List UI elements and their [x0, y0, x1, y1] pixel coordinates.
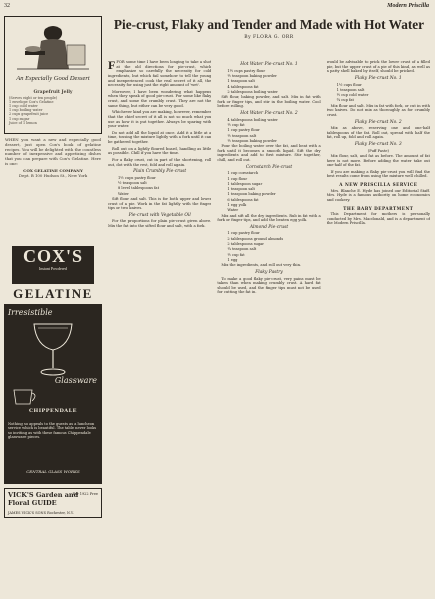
magazine-title: Modern Priscilla: [387, 3, 429, 9]
ingredient: 8 level tablespoons fat: [118, 186, 160, 191]
cox-logo-sub: Instant Powdered: [39, 266, 67, 271]
ingredient: 1½ cups flour: [336, 82, 362, 87]
recipe-heading: Almond Pie-crust: [249, 224, 289, 230]
article-paragraph: Sift flour and salt. This is for both upper and lower crust of a pie. Work in the fat lightly with the finger tips or two knives.: [108, 196, 212, 211]
article-paragraph: Moreover, I have been wondering what happens when they speak of good pie-crust. For some like flaky crust, and some the crumbly crust. They are not the same thing, but either can be very good.: [108, 89, 212, 108]
ingredient: ½ teaspoon salt: [118, 181, 147, 186]
article-paragraph: Mix the ingredients, and roll out very thin.: [221, 263, 302, 268]
ingredient: 1 cup cornstarch: [227, 171, 259, 176]
ad-recipe-line: 2 cups grapefruit juice: [9, 112, 49, 117]
recipe-heading: Pie-crust with Vegetable Oil: [128, 212, 191, 218]
glassware-ad: [4, 304, 102, 484]
ingredient: Water: [118, 191, 129, 196]
glassware-footer: CENTRAL GLASS WORKS: [26, 469, 80, 474]
article: [108, 16, 430, 596]
article-title: Pie-crust, Flaky and Tender and Made with Hot Water: [113, 17, 425, 32]
ingredient: ½ teaspoon baking powder: [227, 73, 277, 78]
ingredient: 1 tablespoon sugar: [227, 181, 263, 186]
vicks-ad: [4, 488, 102, 518]
ingredient: ½ teaspoon baking powder: [227, 138, 277, 143]
ingredient: 1 egg yolk: [227, 203, 247, 207]
ad-copy: [5, 138, 101, 178]
ingredient: 2 tablespoons sugar: [227, 242, 265, 247]
ingredient: 1 teaspoon salt: [227, 79, 255, 84]
recipe-heading: Flaky Pie-crust No. 2: [354, 119, 402, 125]
vicks-footer: JAMES VICK'S SONS Rochester, N.Y.: [8, 511, 74, 515]
ad-caption: An Especially Good Dessert: [16, 75, 90, 82]
section-heading: THE BABY DEPARTMENT: [343, 205, 414, 211]
vicks-title: VICK'S Garden and Floral GUIDE: [8, 491, 79, 507]
article-paragraph: This Department for mothers is personally conducted by Mrs. Macdonald, and is a department of the Modern Priscilla.: [326, 212, 430, 226]
recipe-heading: Hot Water Pie-crust No. 1: [240, 62, 298, 67]
ingredient: ¼ teaspoon salt: [227, 247, 257, 252]
ad-recipe-line: 1 cup cold water: [9, 104, 38, 109]
article-byline: By FLORA G. ORR: [244, 35, 294, 40]
ingredient: 1 cup pastry flour: [227, 128, 260, 133]
glassware-maker: CHIPPENDALE: [29, 408, 77, 414]
ingredient: 1 teaspoon baking powder: [227, 192, 276, 197]
glassware-title: Irresistible: [8, 308, 53, 317]
ad-recipe-line: (Serves eight or ten people): [9, 96, 58, 101]
ingredient: 6 tablespoons fat: [227, 197, 259, 202]
ad-recipe-title: Grapefruit Jelly: [33, 90, 73, 95]
article-paragraph: Whichever kind you are making, however, remember that the chief secret of it all is not so much what you use as how it is put together. Always be sparing with your water.: [108, 110, 212, 129]
cox-logo: [12, 246, 94, 284]
article-paragraph: Mix and sift all the dry ingredients. Rub in fat with a fork or finger tips, and add the beaten egg yolk.: [217, 213, 321, 223]
article-paragraph: would be advisable to prick the lower crust of a filled pie, but the upper crust of a pie of this kind, as well as a patty shell baked by itself, should be pricked.: [326, 60, 430, 74]
article-paragraph: For the proportions for plain pie-crust given above. Mix the fat into the sifted flour and salt, with a fork.: [108, 219, 212, 229]
ingredient: 1 cup pastry flour: [227, 231, 260, 236]
ad-recipe-line: 1 cup sugar: [9, 116, 30, 121]
article-paragraph: Mix flour and salt. Mix in fat with fork, or cut in with two knives. Do not mix as thoroughly as for crumbly crust.: [326, 103, 430, 117]
article-paragraph: Mix flour, salt, and fat as before. The amount of fat here is not more. Before adding the water take out one-half of the fat.: [326, 153, 430, 168]
article-paragraph: Pour the boiling water over the fat, and beat with a fork until it becomes a smooth liquid. Sift the dry ingredients and add to first mixture. Stir together, chill, and roll out.: [217, 144, 321, 162]
ingredient: 1 teaspoon salt: [227, 187, 255, 192]
recipe-heading: Flaky Pie-crust No. 3: [354, 142, 402, 148]
recipe-heading: Flaky Pie-crust No. 1: [354, 75, 402, 81]
drop-cap: F: [108, 60, 116, 72]
ingredient: 1 cup flour: [227, 176, 248, 181]
glassware-label: Glassware: [54, 376, 97, 385]
cox-dessert-ad: [4, 16, 102, 134]
section-heading: A NEW PRISCILLA SERVICE: [339, 182, 418, 188]
gelatine-wordmark: GELATINE: [13, 286, 93, 301]
article-intro: FFOR some time I have been longing to take a shot at the old directions for pie-crust, which emphasize so carefully the necessity for cold ingredients, but which fail somehow to tell the young and inexperienced cook the real secret of it all, the necessity for using just the right amount of 'wet'.: [108, 60, 212, 88]
article-column-1: [108, 60, 211, 594]
ad-column: [4, 16, 102, 594]
ingredient: ½ teaspoon salt: [227, 133, 257, 138]
ad-recipe-line: 1 cup boiling water: [9, 108, 43, 113]
ingredient: 1½ cups pastry flour: [118, 175, 156, 180]
article-paragraph: If you are making a flaky pie-crust you will find the best results come from using the mixture well chilled.: [326, 169, 430, 179]
article-paragraph: Mrs. Blanche E. Hyde has joined our Editorial Staff. Mrs. Hyde is a famous authority on home economics and cookery.: [326, 188, 430, 202]
recipe-heading: Cornstarch Pie-crust: [245, 164, 293, 170]
ingredient: 2 tablespoons ground almonds: [227, 236, 284, 241]
article-column-2: [217, 60, 320, 594]
ad-address: Dept. B 100 Hudson St., New York: [18, 172, 88, 178]
ingredient: 4 tablespoons boiling water: [227, 117, 278, 122]
article-paragraph: Do not add all the liquid at once. Add it a little at a time, tossing the mixture lightly with a fork until it can be gathered together.: [108, 130, 212, 144]
ingredient: 2 tablespoons boiling water: [227, 89, 278, 94]
recipe-heading: Hot Water Pie-crust No. 2: [240, 110, 298, 116]
ingredient: 4 tablespoons fat: [227, 84, 259, 89]
page-header: [4, 3, 429, 13]
article-column-3: [327, 60, 430, 594]
recipe-heading: Plain Crumbly Pie-crust: [133, 169, 187, 175]
article-columns: [108, 60, 430, 594]
ingredient: ½ cup fat: [227, 122, 245, 127]
article-paragraph: For a flaky crust, cut in part of the shortening, roll out, dot with the rest, fold and roll again.: [108, 157, 212, 167]
ad-recipe-line: Juice of 1 lemon: [9, 120, 37, 125]
vicks-free: For 1922 Free: [72, 492, 98, 496]
goblet-illustration: [26, 320, 80, 378]
ad-recipe-line: 1 envelope Cox's Gelatine: [9, 100, 54, 105]
ingredient: 1½ cups pastry flour: [227, 68, 266, 73]
glassware-body: Nothing so appeals to the guests as a luncheon service which is beautiful. The table never looks so inviting as with these famous Chippendale glassware pieces.: [8, 422, 97, 440]
ingredient: ½ cup fat: [227, 252, 245, 257]
recipe-heading: Flaky Pastry: [255, 269, 283, 275]
woman-serving-illustration: [15, 21, 91, 73]
ad-company: COX GELATINE COMPANY: [23, 167, 83, 173]
article-paragraph: Mix as above, reserving one and one-half tablespoons of the fat. Roll out, spread with half the fat, roll up, fold and roll again.: [326, 126, 430, 140]
ad-recipe: [9, 91, 97, 125]
ingredient: 1 egg: [227, 257, 238, 262]
article-paragraph: Roll out on a lightly floured board, handling as little as possible. Chill if you have the time.: [108, 146, 212, 156]
page-number: 32: [4, 3, 10, 9]
ingredient: Water: [227, 208, 239, 213]
ingredient: ½ cup cold water: [336, 93, 369, 98]
ingredient: ¾ cup fat: [336, 98, 354, 103]
article-paragraph: To make a good flaky pie-crust, very pains must be taken than when making crumbly crust. A hard fat should be used, and the finger tips must not be used for cutting the fat in.: [217, 276, 321, 295]
article-paragraph: Sift flour, baking powder, and salt. Mix in fat with fork or finger tips, and stir in the boiling water. Cool before rolling.: [217, 95, 321, 109]
glass-pitcher-icon: [10, 388, 40, 406]
ad-body-text: WHEN you want a new and especially good dessert, just open Cox's book of gelatine recipes. You will be delighted with the countless number of inexpensive and appetizing dishes that you can prepare with Cox's Gelatine. Here is one:: [5, 137, 101, 166]
ingredient: 1 teaspoon salt: [336, 87, 365, 92]
recipe-subtitle: (Puff Paste): [367, 148, 389, 153]
cox-logo-name: COX'S: [22, 246, 83, 266]
